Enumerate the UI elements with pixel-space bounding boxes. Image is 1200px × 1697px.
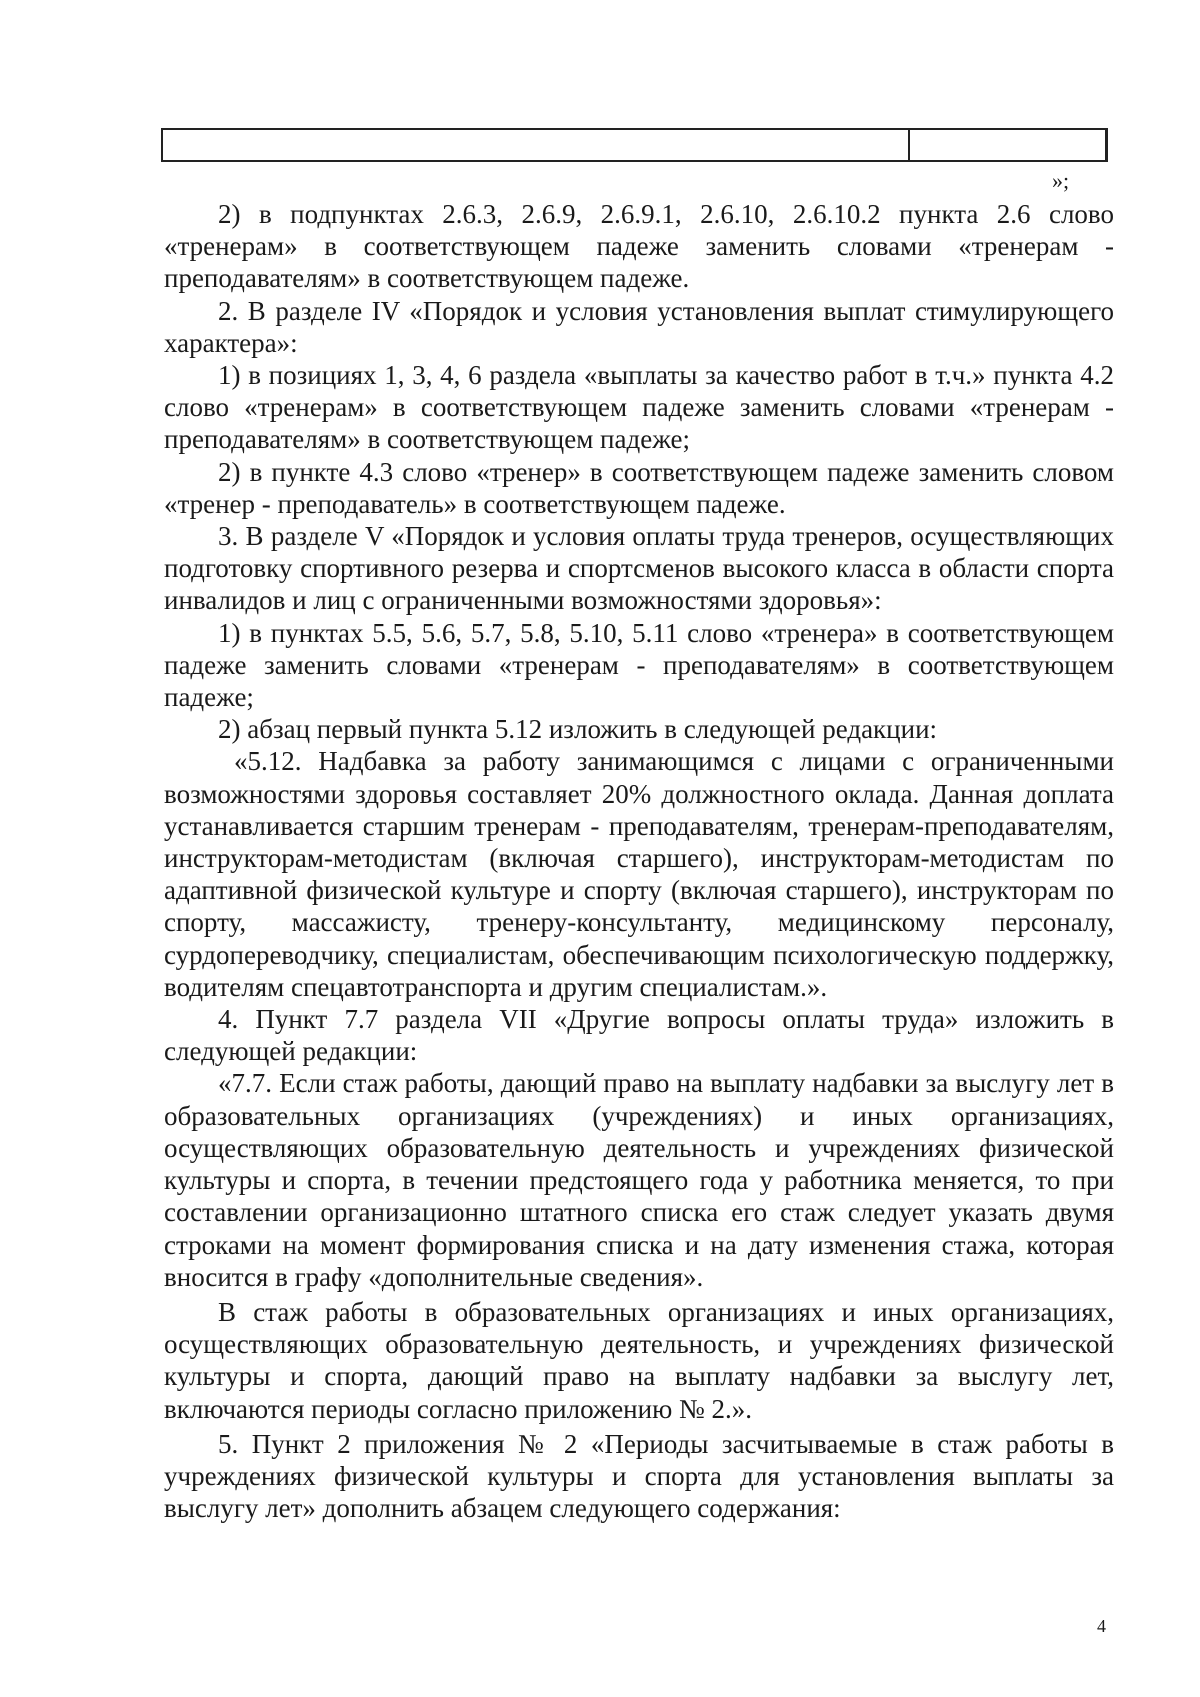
paragraph-3-1-points: 1) в пунктах 5.5, 5.6, 5.7, 5.8, 5.10, 5.11 слово «тренера» в соответствующем падеже заменить словами «тренерам - преподавателям» в соответствующем падеже; (164, 617, 1114, 713)
paragraph-2-1: 2) в подпунктах 2.6.3, 2.6.9, 2.6.9.1, 2.6.10, 2.6.10.2 пункта 2.6 слово «тренерам» в соответствующем падеже заменить словами «тренерам - преподавателям» в соответствующем падеже. (164, 199, 1114, 294)
paragraph-quote-5-12: «5.12. Надбавка за работу занимающимся с лицами с ограниченными возможностями здоровья составляет 20% должностного оклада. Данная доплата устанавливается старшим тренерам - преподавателям, тренерам-преподавателям, инструкторам-методистам (включая старшего), инструкторам-методистам по адаптивной физической культуре и спорту (включая старшего), инструкторам по спорту, массажисту, тренеру-консультанту, медицинскому персоналу, сурдопереводчику, специалистам, обеспечивающим психологическую поддержку, водителям спецавтотранспорта и другим специалистам.». (164, 746, 1114, 1002)
paragraph-section-3: 3. В разделе V «Порядок и условия оплаты труда тренеров, осуществляющих подготовку спортивного резерва и спортсменов высокого класса в области спорта инвалидов и лиц с ограниченными возможностями здоровья»: (164, 521, 1114, 616)
paragraph-2-2-point-4-3: 2) в пункте 4.3 слово «тренер» в соответствующем падеже заменить словом «тренер - преподаватель» в соответствующем падеже. (164, 456, 1114, 519)
document-body (164, 198, 1114, 1524)
closing-quote: »; (1052, 168, 1070, 193)
paragraph-2-1-positions: 1) в позициях 1, 3, 4, 6 раздела «выплаты за качество работ в т.ч.» пункта 4.2 слово «тренерам» в соответствующем падеже заменить словами «тренерам - преподавателям» в соответствующем падеже; (164, 360, 1114, 455)
paragraph-quote-7-7: «7.7. Если стаж работы, дающий право на выплату надбавки за выслугу лет в образовательных организациях (учреждениях) и иных организациях, осуществляющих образовательную деятельность и учреждениях физической культуры и спорта, в течении предстоящего года у работника меняется, то при составлении организационно штатного списка его стаж следует указать двумя строками на момент формирования списка и на дату изменения стажа, которая вносится в графу «дополнительные сведения». (164, 1068, 1114, 1292)
table-column-divider (908, 128, 910, 162)
paragraph-stazh: В стаж работы в образовательных организациях и иных организациях, осуществляющих образовательную деятельность, и учреждениях физической культуры и спорта, дающий право на выплату надбавки за выслугу лет, включаются периоды согласно приложению № 2.». (164, 1296, 1114, 1424)
page-number: 4 (1097, 1616, 1106, 1636)
paragraph-section-5: 5. Пункт 2 приложения № 2 «Периоды засчитываемые в стаж работы в учреждениях физической культуры и спорта для установления выплаты за выслугу лет» дополнить абзацем следующего содержания: (164, 1428, 1114, 1524)
table-fragment (161, 128, 1108, 162)
paragraph-3-2-abzac: 2) абзац первый пункта 5.12 изложить в следующей редакции: (218, 714, 938, 745)
paragraph-section-2: 2. В разделе IV «Порядок и условия установления выплат стимулирующего характера»: (164, 295, 1114, 358)
paragraph-section-4: 4. Пункт 7.7 раздела VII «Другие вопросы оплаты труда» изложить в следующей редакции: (164, 1004, 1114, 1067)
